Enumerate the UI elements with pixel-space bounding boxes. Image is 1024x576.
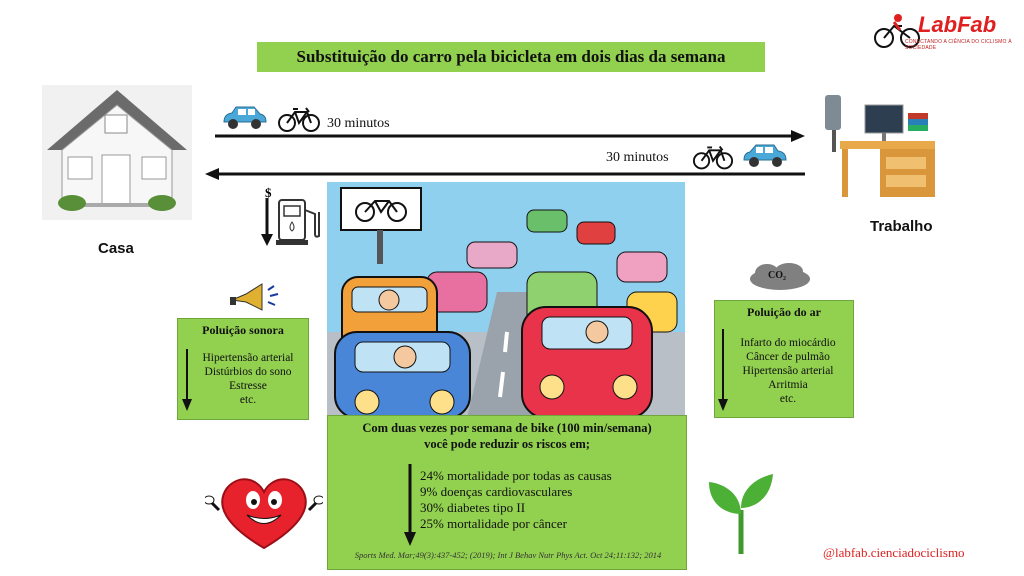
down-arrow-icon xyxy=(260,198,274,246)
list-item: etc. xyxy=(239,394,257,406)
desk-icon xyxy=(820,95,940,200)
list-item: 30% diabetes tipo II xyxy=(420,500,526,515)
home-label: Casa xyxy=(98,240,134,257)
list-item: Câncer de pulmão xyxy=(746,351,830,363)
benefits-box xyxy=(327,415,687,570)
work-label: Trabalho xyxy=(870,218,933,235)
benefits-heading xyxy=(328,420,686,452)
air-pollution-box xyxy=(714,300,854,418)
benefits-list xyxy=(420,468,612,532)
horn-icon xyxy=(228,280,288,312)
list-item: Arritmia xyxy=(768,379,808,391)
down-arrow-icon xyxy=(404,464,416,546)
to-work-duration: 30 minutos xyxy=(327,116,390,131)
house-icon xyxy=(42,85,192,220)
list-item: 24% mortalidade por todas as causas xyxy=(420,468,612,483)
list-item: Infarto do miocárdio xyxy=(740,337,836,349)
heart-icon xyxy=(205,470,323,552)
bicycle-icon xyxy=(277,106,321,132)
list-item: etc. xyxy=(779,393,797,405)
list-item: 9% doenças cardiovasculares xyxy=(420,484,573,499)
list-item: Distúrbios do sono xyxy=(204,366,292,378)
co2-label: CO₂ xyxy=(768,270,786,281)
benefits-heading-line1: Com duas vezes por semana de bike (100 min/semana) xyxy=(362,421,652,435)
car-icon xyxy=(742,142,790,170)
plant-sprout-icon xyxy=(705,470,777,554)
to-home-duration: 30 minutos xyxy=(606,150,669,165)
noise-box-title: Poluição sonora xyxy=(202,323,284,337)
fuel-cost-symbol: $ xyxy=(265,185,272,200)
instagram-handle: @labfab.cienciadociclismo xyxy=(823,545,965,560)
logo-tagline: CONECTANDO A CIÊNCIA DO CICLISMO À SOCIEDADE xyxy=(905,39,1012,51)
page-title: Substituição do carro pela bicicleta em dois dias da semana xyxy=(257,42,765,72)
list-item: Hipertensão arterial xyxy=(202,352,294,364)
list-item: Hipertensão arterial xyxy=(742,365,834,377)
benefits-heading-line2: você pode reduzir os riscos em; xyxy=(424,437,590,451)
fuel-pump-icon xyxy=(275,198,325,246)
traffic-jam-illustration xyxy=(327,182,685,418)
list-item: Estresse xyxy=(229,380,267,392)
logo-text: LabFab xyxy=(918,12,997,37)
air-box-title: Poluição do ar xyxy=(747,305,821,319)
noise-pollution-box xyxy=(177,318,309,420)
list-item: 25% mortalidade por câncer xyxy=(420,516,567,531)
down-arrow-icon xyxy=(182,349,192,411)
car-icon xyxy=(220,104,268,132)
reference-citation: Sports Med. Mar;49(3):437-452; (2019); Int J Behav Nutr Phys Act. Oct 24;11:132; 2014 xyxy=(354,550,662,560)
bicycle-icon xyxy=(692,144,734,170)
